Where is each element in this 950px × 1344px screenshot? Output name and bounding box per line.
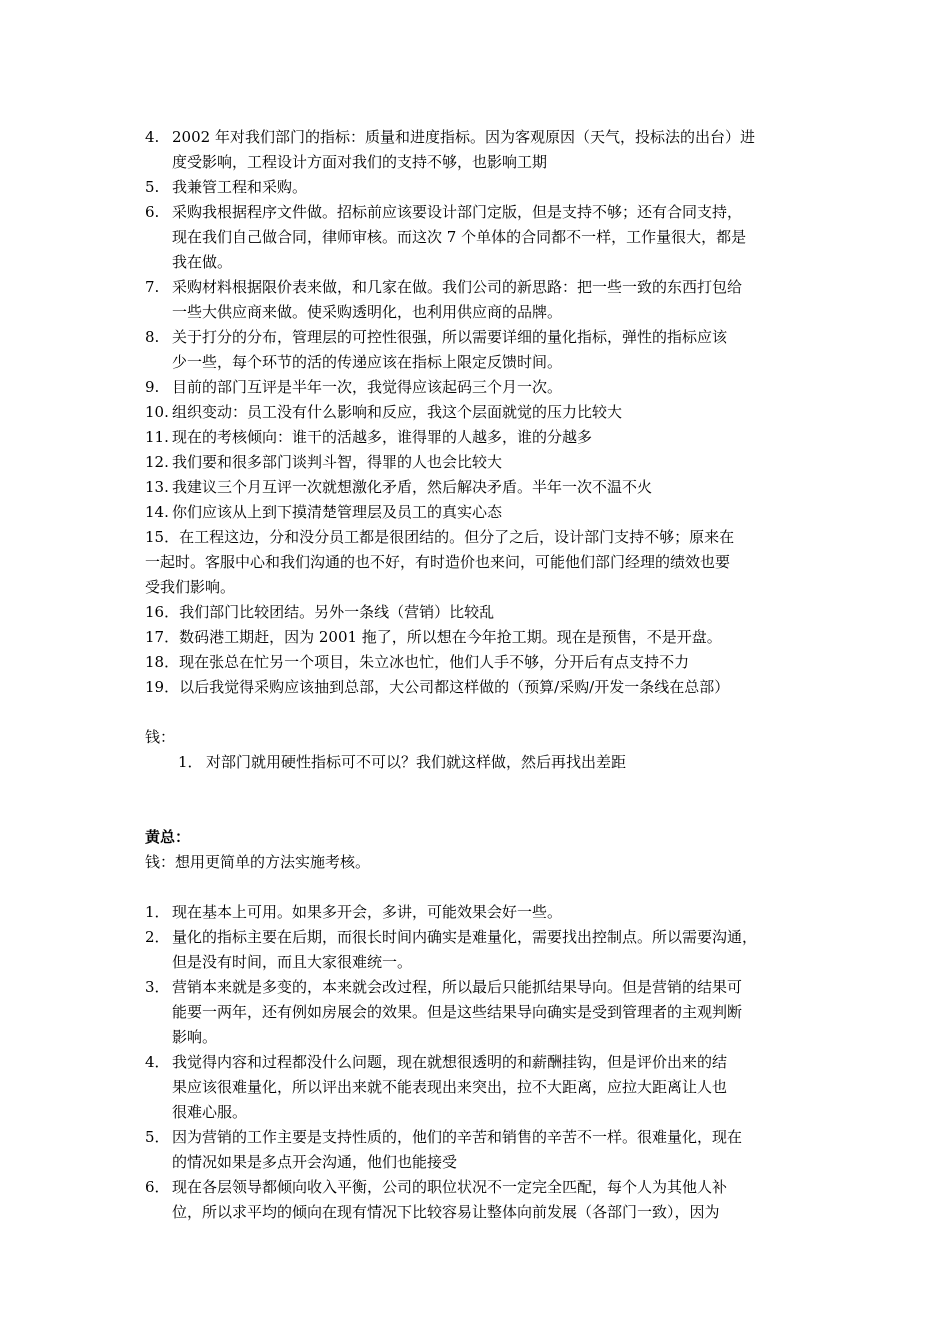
- item-text-line: 受我们影响。: [145, 578, 236, 596]
- item-number: 7.: [145, 278, 160, 296]
- item-text-line: 度受影响，工程设计方面对我们的支持不够，也影响工期: [172, 153, 548, 171]
- item-number: 1．: [178, 753, 203, 771]
- item-text-line: 现在基本上可用。如果多开会，多讲，可能效果会好一些。: [172, 903, 563, 921]
- item-text-line: 营销本来就是多变的，本来就会改过程，所以最后只能抓结果导向。但是营销的结果可: [172, 978, 743, 996]
- item-text-line: 2002 年对我们部门的指标：质量和进度指标。因为客观原因（天气，投标法的出台）进: [172, 128, 755, 146]
- item-number: 2．: [145, 928, 170, 946]
- item-text-line: 能要一两年，还有例如房展会的效果。但是这些结果导向确实是受到管理者的主观判断: [172, 1003, 743, 1021]
- item-number: 11.: [145, 428, 169, 446]
- item-number: 5．: [145, 1128, 170, 1146]
- item-text-line: 少一些，每个环节的活的传递应该在指标上限定反馈时间。: [172, 353, 563, 371]
- item-number: 1．: [145, 903, 170, 921]
- item-text-line: 目前的部门互评是半年一次，我觉得应该起码三个月一次。: [172, 378, 563, 396]
- item-text-line: 因为营销的工作主要是支持性质的，他们的辛苦和销售的辛苦不一样。很难量化，现在: [172, 1128, 743, 1146]
- item-text-line: 我建议三个月互评一次就想激化矛盾，然后解决矛盾。半年一次不温不火: [172, 478, 653, 496]
- item-number: 8.: [145, 328, 160, 346]
- item-text-line: 我们要和很多部门谈判斗智，得罪的人也会比较大: [172, 453, 503, 471]
- item-text-line: 现在的考核倾向：谁干的活越多，谁得罪的人越多，谁的分越多: [172, 428, 593, 446]
- item-text-line: 位，所以求平均的倾向在现有情况下比较容易让整体向前发展（各部门一致），因为: [172, 1203, 720, 1221]
- item-text-line: 采购材料根据限价表来做，和几家在做。我们公司的新思路：把一些一致的东西打包给: [172, 278, 743, 296]
- item-text-line: 关于打分的分布，管理层的可控性很强，所以需要详细的量化指标，弹性的指标应该: [172, 328, 728, 346]
- section-heading: 黄总：: [145, 828, 191, 846]
- item-text-line: 量化的指标主要在后期，而很长时间内确实是难量化，需要找出控制点。所以需要沟通，: [172, 928, 758, 946]
- speaker-label: 钱：: [145, 728, 176, 746]
- item-text-line: 我觉得内容和过程都没什么问题，现在就想很透明的和薪酬挂钩，但是评价出来的结: [172, 1053, 728, 1071]
- item-text-line: 很难心服。: [172, 1103, 248, 1121]
- item-text-line: 19．以后我觉得采购应该抽到总部，大公司都这样做的（预算/采购/开发一条线在总部）: [145, 678, 730, 696]
- item-text-line: 采购我根据程序文件做。招标前应该要设计部门定版，但是支持不够；还有合同支持，: [172, 203, 743, 221]
- item-text-line: 影响。: [172, 1028, 218, 1046]
- item-text-line: 但是没有时间，而且大家很难统一。: [172, 953, 413, 971]
- item-number: 5.: [145, 178, 160, 196]
- item-text-line: 16．我们部门比较团结。另外一条线（营销）比较乱: [145, 603, 495, 621]
- item-text-line: 果应该很难量化，所以评出来就不能表现出来突出，拉不大距离，应拉大距离让人也: [172, 1078, 728, 1096]
- item-text-line: 组织变动：员工没有什么影响和反应，我这个层面就觉的压力比较大: [172, 403, 623, 421]
- item-text-line: 一些大供应商来做。使采购透明化，也利用供应商的品牌。: [172, 303, 563, 321]
- item-text-line: 一起时。客服中心和我们沟通的也不好，有时造价也来问，可能他们部门经理的绩效也要: [145, 553, 731, 571]
- item-text-line: 你们应该从上到下摸清楚管理层及员工的真实心态: [172, 503, 503, 521]
- item-text-line: 17．数码港工期赶，因为 2001 拖了，所以想在今年抢工期。现在是预售，不是开盘。: [145, 628, 722, 646]
- item-text-line: 18．现在张总在忙另一个项目，朱立冰也忙，他们人手不够，分开后有点支持不力: [145, 653, 690, 671]
- item-text-line: 15．在工程这边，分和没分员工都是很团结的。但分了之后，设计部门支持不够；原来在: [145, 528, 735, 546]
- item-number: 4．: [145, 1053, 170, 1071]
- intro-line: 钱：想用更简单的方法实施考核。: [145, 853, 371, 871]
- item-number: 14.: [145, 503, 169, 521]
- item-text-line: 现在我们自己做合同，律师审核。而这次 7 个单体的合同都不一样，工作量很大，都是: [172, 228, 747, 246]
- item-number: 6．: [145, 1178, 170, 1196]
- item-text-line: 对部门就用硬性指标可不可以？我们就这样做，然后再找出差距: [206, 753, 627, 771]
- item-number: 12.: [145, 453, 169, 471]
- item-text-line: 我在做。: [172, 253, 233, 271]
- item-text-line: 现在各层领导都倾向收入平衡，公司的职位状况不一定完全匹配，每个人为其他人补: [172, 1178, 728, 1196]
- item-number: 9.: [145, 378, 160, 396]
- item-text-line: 的情况如果是多点开会沟通，他们也能接受: [172, 1153, 458, 1171]
- item-number: 6.: [145, 203, 160, 221]
- item-number: 3．: [145, 978, 170, 996]
- item-number: 13.: [145, 478, 169, 496]
- item-number: 4.: [145, 128, 160, 146]
- item-text-line: 我兼管工程和采购。: [172, 178, 308, 196]
- item-number: 10.: [145, 403, 169, 421]
